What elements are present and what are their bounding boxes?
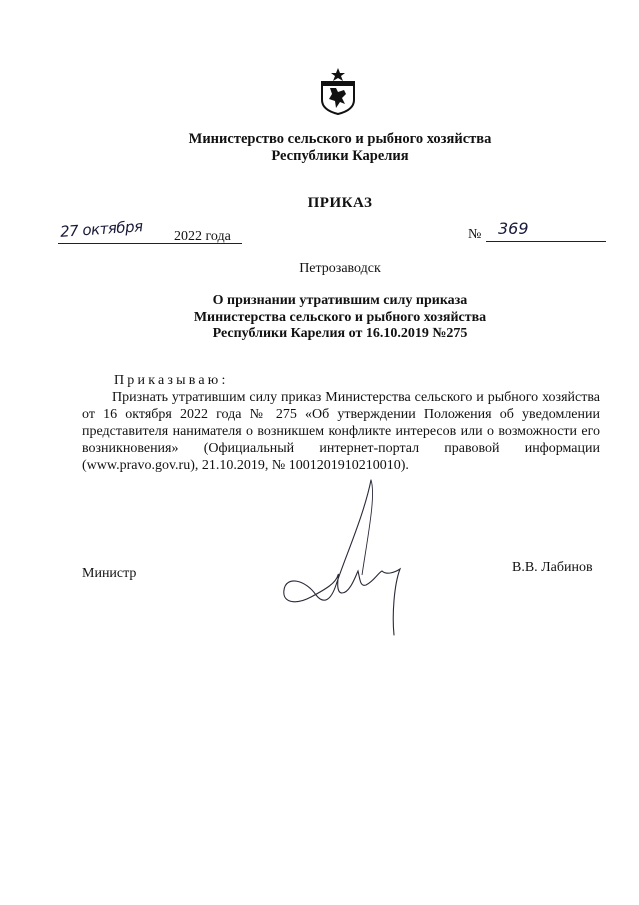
document-type-title: ПРИКАЗ bbox=[307, 195, 373, 211]
ministry-name-line1: Министерство сельского и рыбного хозяйства bbox=[188, 131, 492, 147]
ministry-name-line2: Республики Карелия bbox=[271, 148, 409, 164]
city-name: Петрозаводск bbox=[299, 261, 381, 276]
subject-line2: Министерства сельского и рыбного хозяйства bbox=[193, 309, 487, 325]
number-sign: № bbox=[468, 227, 482, 242]
karelia-emblem-icon bbox=[318, 66, 358, 116]
order-subject bbox=[130, 293, 550, 343]
handwritten-date: 27 октября bbox=[59, 217, 144, 241]
year-label: 2022 года bbox=[174, 229, 231, 244]
number-underline bbox=[486, 241, 606, 242]
subject-line3: Республики Карелия от 16.10.2019 №275 bbox=[212, 326, 468, 341]
order-directive: Приказываю: bbox=[114, 373, 229, 388]
subject-line1: О признании утратившим силу приказа bbox=[212, 293, 468, 308]
handwritten-number: 369 bbox=[498, 219, 529, 238]
signatory-position: Министр bbox=[82, 566, 137, 581]
signatory-name: В.В. Лабинов bbox=[512, 560, 593, 575]
handwritten-signature-icon bbox=[276, 475, 406, 650]
order-paragraph: Признать утратившим силу приказ Министерства сельского и рыбного хозяйства от 16 октября 2022 года № 275 «Об утверждении Положения об уведомлении представителя нанимателя о возникшем конфликте интересов или о возможности его возникновения» (Официальный интернет-портал правовой информации (www.pravo.gov.ru), 21.10.2019, № 1001201910210010). bbox=[82, 390, 600, 473]
ministry-header bbox=[130, 131, 550, 165]
